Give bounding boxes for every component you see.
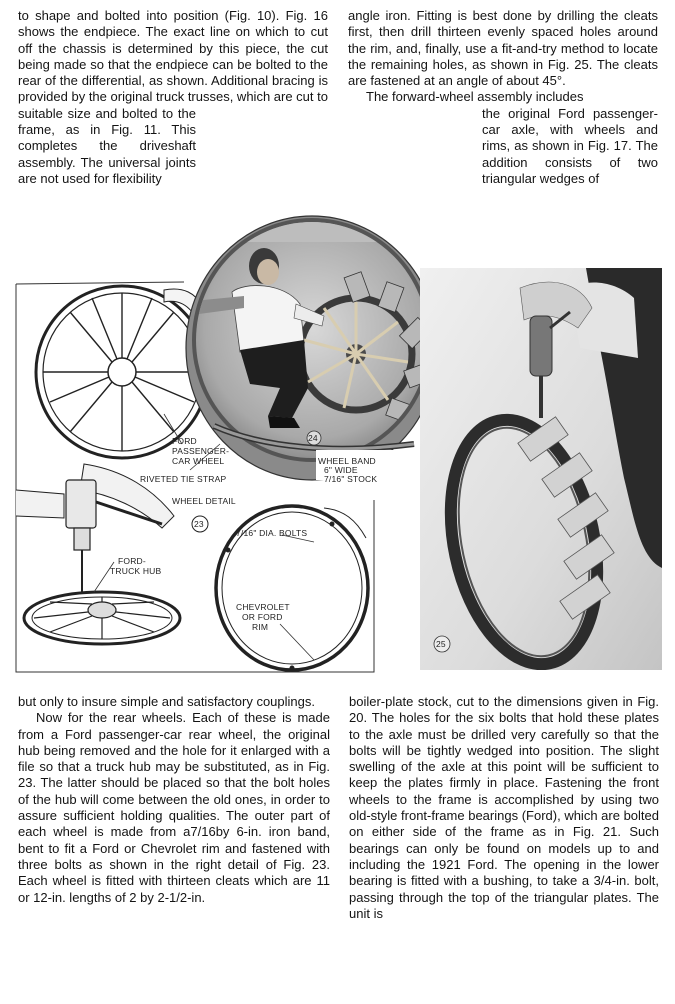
paragraph: boiler-plate stock, cut to the dimensions given in Fig. 20. The holes for the six bolts that hold these plates to the axle must be drilled very carefully so that the bolts will be tightly wedged into position. The slight swelling of the axle at this point will be sufficient to keep the plates firmly in place. Fastening the front wheels to the frame is accomplished by using two old-style front-frame bearings (Ford), which are bolted on either side of the frame as in Fig. 21. Such bearings can only be found on models up to and including the 1921 Ford. The opening in the lower bearing is fitted with a bushing, to take a 3/4-in. bolt, passing through the top of the triangular plates. The unit is — [349, 694, 659, 921]
label-rim: RIM — [252, 622, 269, 632]
label-ford: FORD — [172, 436, 197, 446]
paragraph: angle iron. Fitting is best done by drilling the cleats first, then drill thirteen evenly spaced holes around the rim, and, finally, use a fit-and-try method to locate the remaining holes, as shown in Fig. 25. The cleats are fastened at an angle of about 45°. — [348, 8, 658, 89]
wheel-band-photo — [184, 212, 442, 484]
bottom-right-column — [349, 694, 659, 922]
label-or-ford: OR FORD — [242, 612, 283, 622]
label-tie-strap: RIVETED TIE STRAP — [140, 474, 227, 484]
passenger-car-wheel-drawing — [36, 286, 208, 458]
paragraph: Now for the rear wheels. Each of these is made from a Ford passenger-car rear wheel, the original hub being removed and the hole for it enlarged with a file so that a truck hub may be substituted, as in Fig. 23. The latter should be placed so that the bolt holes of the hub will come between the old ones, in order to assure sufficient holding qualities. The outer part of each wheel is made from a7/16by 6-in. iron band, bent to fit a Ford or Chevrolet rim and fastened with three bolts as shown in the right detail of Fig. 23. Each wheel is fitted with thirteen cleats which are 11 or 12-in. lengths of 2 by 2-1/2-in. — [18, 710, 330, 905]
figure-25-drilling-photo — [420, 268, 662, 670]
label-6-wide: 6" WIDE — [324, 465, 358, 475]
label-truck-hub: TRUCK HUB — [110, 566, 162, 576]
label-bolts: 7/16" DIA. BOLTS — [236, 528, 308, 538]
paragraph-narrow: suitable size and bolted to the frame, as in Fig. 11. This completes the driveshaft assembly. The universal joints are not used for flexibility — [18, 105, 196, 186]
label-wheel-band: WHEEL BAND — [318, 456, 376, 466]
drilling-rim-photo — [420, 268, 662, 670]
label-passenger: PASSENGER- — [172, 446, 230, 456]
paragraph-narrow: the original Ford passenger-car axle, with wheels and rims, as shown in Fig. 17. The addition consists of two triangular wedges of — [482, 105, 658, 186]
figure-number-24: 24 — [308, 433, 318, 443]
label-ford-dash: FORD- — [118, 556, 146, 566]
figure-number-25: 25 — [436, 639, 446, 649]
top-right-column — [348, 8, 658, 187]
paragraph: to shape and bolted into position (Fig. 10). Fig. 16 shows the endpiece. The exact line on which to cut off the chassis is determined by this piece, the cut being made so that the endpiece can be bolted to the rear of the differential, as shown. Additional bracing is provided by the original truck trusses, which are cut to — [18, 8, 328, 105]
paragraph-start: The forward-wheel assembly includes — [366, 89, 584, 105]
label-stock: 7/16" STOCK — [324, 474, 378, 484]
label-wheel-detail: WHEEL DETAIL — [172, 496, 236, 506]
label-chevrolet: CHEVROLET — [236, 602, 290, 612]
figure-24-wheel-band-photo — [184, 212, 442, 484]
truck-hub-wheel-drawing — [24, 592, 180, 644]
top-left-column — [18, 8, 328, 187]
paragraph: but only to insure simple and satisfactory couplings. — [18, 694, 315, 709]
label-car-wheel: CAR WHEEL — [172, 456, 225, 466]
figure-number-23: 23 — [194, 519, 204, 529]
bottom-left-column — [18, 694, 330, 906]
